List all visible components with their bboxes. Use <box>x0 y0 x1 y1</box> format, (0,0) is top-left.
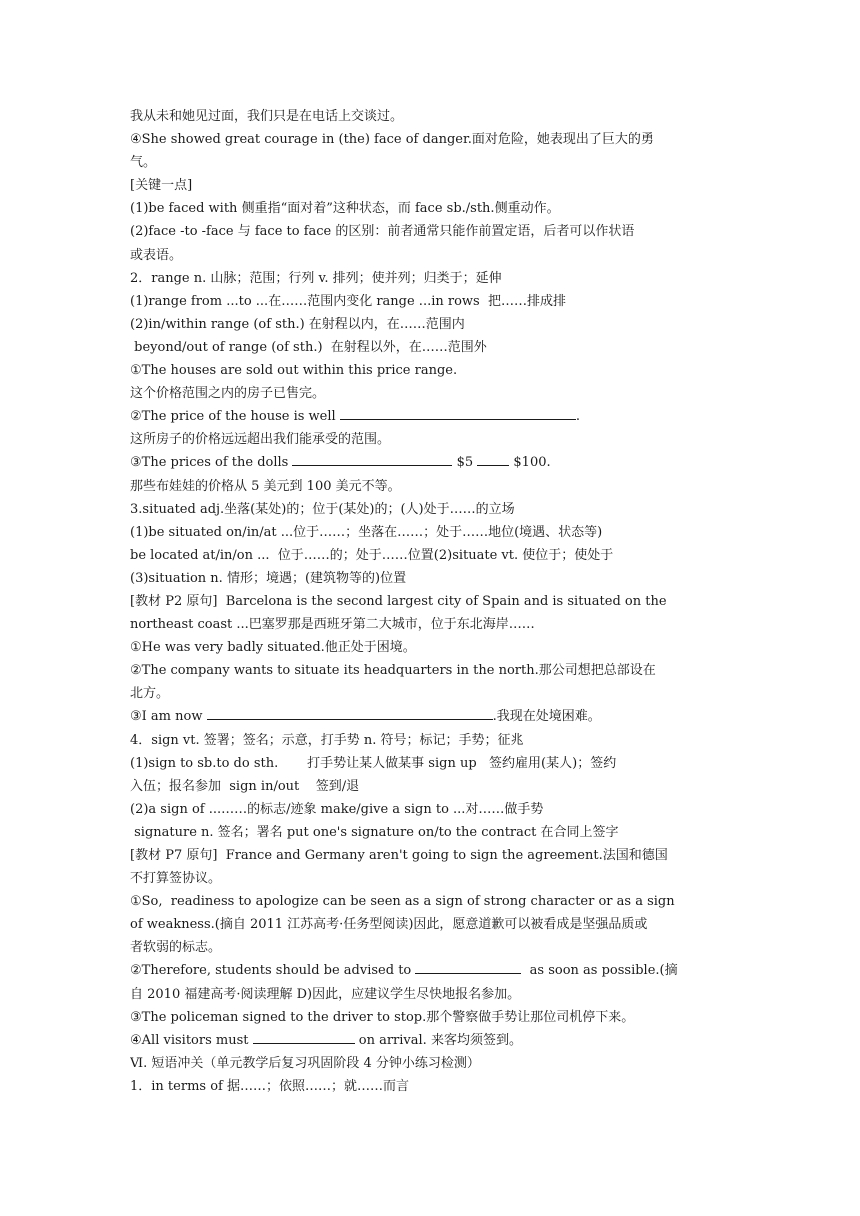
line-segment: ②Therefore, students should be advised to <box>130 963 416 979</box>
text-line: (3)situation n. 情形；境遇；(建筑物等的)位置 <box>130 570 407 586</box>
text-line: ④She showed great courage in (the) face of danger.面对危险，她表现出了巨大的勇 <box>130 132 654 148</box>
line-segment: $100. <box>509 455 551 471</box>
exercise-line <box>130 1029 732 1052</box>
text-line: 或表语。 <box>130 247 183 263</box>
text-line: 自 2010 福建高考·阅读理解 D)因此，应建议学生尽快地报名参加。 <box>130 986 521 1002</box>
text-line: (2)a sign of ...……的标志/迹象 make/give a sign to ...对……做手势 <box>130 801 544 817</box>
fill-blank <box>340 405 576 420</box>
text-line: ②The company wants to situate its headquarters in the north.那公司想把总部设在 <box>130 663 656 679</box>
text-line: 那些布娃娃的价格从 5 美元到 100 美元不等。 <box>130 478 401 494</box>
entry-heading: 3.situated adj.坐落(某处)的；位于(某处)的；(人)处于……的立场 <box>130 501 515 517</box>
exercise-line <box>130 705 732 728</box>
section-heading: Ⅵ. 短语冲关（单元教学后复习巩固阶段 4 分钟小练习检测） <box>130 1055 480 1071</box>
text-line: signature n. 签名；署名 put one's signature on/to the contract 在合同上签字 <box>130 824 619 840</box>
section-label: [关键一点] <box>130 178 193 194</box>
text-line: ①The houses are sold out within this price range. <box>130 363 458 379</box>
fill-blank <box>292 451 452 466</box>
text-line: ①So, readiness to apologize can be seen as a sign of strong character or as a sign <box>130 894 675 910</box>
text-line: 我从未和她见过面，我们只是在电话上交谈过。 <box>130 109 404 124</box>
line-segment: ④All visitors must <box>130 1032 253 1048</box>
line-segment: ③I am now <box>130 709 207 725</box>
line-segment: .我现在处境困难。 <box>492 709 601 725</box>
text-line: (1)range from ...to ...在……范围内变化 range ...in rows 把……排成排 <box>130 293 566 309</box>
text-line: (1)be situated on/in/at ...位于……；坐落在……；处于……地位(境遇、状态等) <box>130 524 603 540</box>
text-line: 入伍；报名参加 sign in/out 签到/退 <box>130 778 360 794</box>
line-segment: on arrival. 来客均须签到。 <box>354 1032 522 1048</box>
text-line: 不打算签协议。 <box>130 871 222 887</box>
text-line: 北方。 <box>130 686 170 702</box>
text-line: (1)sign to sb.to do sth. 打手势让某人做某事 sign up 签约雇用(某人)；签约 <box>130 755 617 771</box>
text-line: (2)in/within range (of sth.) 在射程以内，在……范围内 <box>130 316 465 332</box>
line-segment: ③The prices of the dolls <box>130 455 293 471</box>
text-line: 这个价格范围之内的房子已售完。 <box>130 386 326 402</box>
document-page <box>130 105 732 1098</box>
fill-blank <box>477 451 509 466</box>
entry-heading: 4．sign vt. 签署；签名；示意，打手势 n. 符号；标记；手势；征兆 <box>130 732 524 748</box>
text-line: northeast coast ...巴塞罗那是西班牙第二大城市，位于东北海岸…… <box>130 617 535 633</box>
line-segment: $5 <box>452 455 478 471</box>
line-segment: . <box>575 409 580 425</box>
text-line: ③The policeman signed to the driver to stop.那个警察做手势让那位司机停下来。 <box>130 1009 635 1025</box>
text-line: (2)face -to -face 与 face to face 的区别：前者通常只能作前置定语，后者可以作状语 <box>130 224 635 240</box>
exercise-line <box>130 959 732 982</box>
text-line: 者软弱的标志。 <box>130 940 222 956</box>
entry-heading: 2．range n. 山脉；范围；行列 v. 排列；使并列；归类于；延伸 <box>130 270 502 286</box>
line-segment: as soon as possible.(摘 <box>521 963 678 979</box>
text-line: of weakness.(摘自 2011 江苏高考·任务型阅读)因此，愿意道歉可以被看成是坚强品质或 <box>130 917 648 933</box>
text-line: 这所房子的价格远远超出我们能承受的范围。 <box>130 432 391 448</box>
line-segment: ②The price of the house is well <box>130 409 340 425</box>
text-line: (1)be faced with 侧重指“面对着”这种状态，而 face sb./sth.侧重动作。 <box>130 201 560 217</box>
fill-blank <box>415 959 521 974</box>
text-line: beyond/out of range (of sth.) 在射程以外，在……范围外 <box>130 339 487 355</box>
exercise-line <box>130 405 732 428</box>
text-line: ①He was very badly situated.他正处于困境。 <box>130 640 416 656</box>
fill-blank <box>207 705 493 720</box>
text-line: 气。 <box>130 155 157 171</box>
fill-blank <box>253 1029 355 1044</box>
entry-heading: 1．in terms of 据……；依照……；就……而言 <box>130 1078 409 1094</box>
text-line: be located at/in/on ... 位于……的；处于……位置(2)situate vt. 使位于；使处于 <box>130 547 614 563</box>
text-line: [教材 P2 原句] Barcelona is the second largest city of Spain and is situated on the <box>130 593 667 609</box>
exercise-line <box>130 451 732 474</box>
text-line: [教材 P7 原句] France and Germany aren't going to sign the agreement.法国和德国 <box>130 848 668 863</box>
